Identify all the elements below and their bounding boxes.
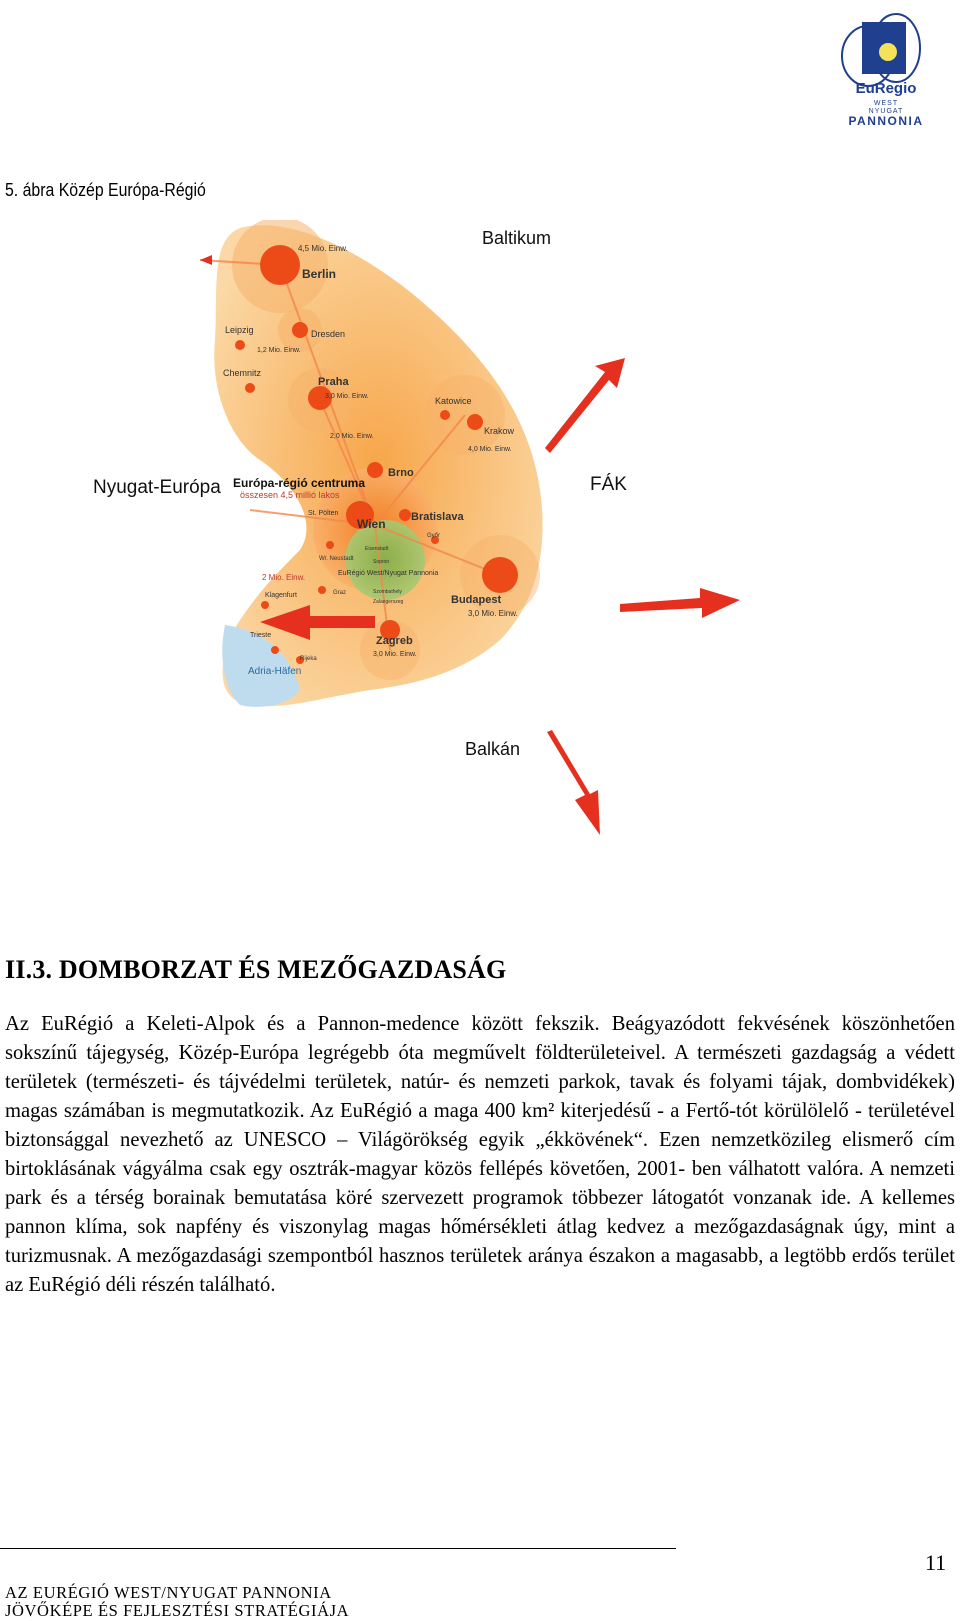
logo-text-1: EuRegio xyxy=(855,80,917,97)
euregio-label: EuRégió West/Nyugat Pannonia xyxy=(338,570,439,577)
dresden-pop: 1,2 Mio. Einw. xyxy=(257,347,301,354)
page-number: 11 xyxy=(925,1550,947,1575)
city-praha: Praha xyxy=(318,376,349,388)
footer-divider xyxy=(0,1548,676,1549)
city-wrneustadt: Wr. Neustadt xyxy=(319,556,354,562)
city-budapest: Budapest xyxy=(451,594,502,606)
arrow-east xyxy=(620,588,740,618)
city-szombathely: Szombathely xyxy=(373,589,402,595)
label-adria: Adria-Häfen xyxy=(248,666,302,677)
berlin-pop: 4,5 Mio. Einw. xyxy=(298,244,348,253)
zagreb-pop: 3,0 Mio. Einw. xyxy=(373,651,417,658)
city-zagreb: Zagreb xyxy=(376,635,413,647)
logo-text-3: NYUGAT xyxy=(868,108,904,115)
krakow-pop: 4,0 Mio. Einw. xyxy=(468,446,512,453)
city-stpolten: St. Pölten xyxy=(308,510,339,517)
central-europe-region-map xyxy=(90,220,790,880)
city-graz: Graz xyxy=(333,590,347,596)
praha-pop-2: 2,0 Mio. Einw. xyxy=(330,433,374,440)
graz-pop: 2 Mio. Einw. xyxy=(262,573,306,582)
city-leipzig: Leipzig xyxy=(225,325,254,335)
figure-caption: 5. ábra Közép Európa-Régió xyxy=(5,180,206,200)
city-brno: Brno xyxy=(388,467,414,479)
label-balkan: Balkán xyxy=(465,739,521,759)
city-chemnitz: Chemnitz xyxy=(223,368,262,378)
city-gyor: Győr xyxy=(427,533,441,539)
city-rijeka: Rijeka xyxy=(300,656,317,662)
footer-title-line-1: AZ EURÉGIÓ WEST/NYUGAT PANNONIA xyxy=(5,1583,332,1602)
city-zalaegerszeg: Zalaegerszeg xyxy=(373,599,404,605)
arrow-northeast xyxy=(545,358,625,453)
budapest-pop: 3,0 Mio. Einw. xyxy=(468,609,518,618)
city-wien: Wien xyxy=(357,517,386,531)
logo-text-4: PANNONIA xyxy=(848,114,924,128)
body-paragraph: Az EuRégió a Keleti-Alpok és a Pannon-medence között fekszik. Beágyazódott fekvésének köszönhetően sokszínű tájegység, Közép-Európa legrégebb óta megművelt földterületeivel. A természeti gazdagság a védett területek (természeti- és tájvédelmi területek, natúr- és nemzeti parkok, tavak és folyami tájak, dombvidékek) magas számában is megmutatkozik. Az EuRégió a maga 400 km² kiterjedésű - a Fertő-tót körülölelő - területével biztonsággal nevezhető az UNESCO – Világörökség egyik „ékkövének“. Ezen nemzetközileg elismerő cím birtoklásának vágyálma csak egy osztrák-magyar közös fellépés követően, 2001- ben válhatott valóra. A nemzeti park és a térség borainak bemutatása köré szervezett programok többezer látogatót vonzanak ide. A kellemes pannon klíma, sok napfény és viszonylag magas hőmérsékleti átlag kedvez a mezőgazdaságnak úgy, mint a turizmusnak. A mezőgazdasági szempontból hasznos területek aránya északon a magasabb, a legtöbb erdős terület az EuRégió déli részén található. xyxy=(5,1013,955,1296)
city-krakow: Krakow xyxy=(484,426,515,436)
label-fak: FÁK xyxy=(590,474,627,495)
praha-pop: 3,0 Mio. Einw. xyxy=(325,393,369,400)
city-klagenfurt: Klagenfurt xyxy=(265,592,297,599)
centre-label: Európa-régió centruma xyxy=(233,476,366,490)
arrow-southeast xyxy=(547,730,600,835)
city-berlin: Berlin xyxy=(302,267,337,281)
euregio-logo xyxy=(838,8,938,128)
logo-text-2: WEST xyxy=(873,100,899,107)
city-eisenstadt: Eisenstadt xyxy=(365,546,389,552)
city-trieste: Trieste xyxy=(250,632,272,639)
footer-title xyxy=(5,1584,349,1620)
section-heading: II.3. DOMBORZAT ÉS MEZŐGAZDASÁG xyxy=(5,955,507,984)
label-baltikum: Baltikum xyxy=(482,228,552,248)
city-sopron: Sopron xyxy=(373,559,390,565)
centre-sublabel: összesen 4,5 millió lakos xyxy=(240,490,340,500)
city-dresden: Dresden xyxy=(311,329,346,339)
footer-title-line-2: JÖVŐKÉPE ÉS FEJLESZTÉSI STRATÉGIÁJA xyxy=(5,1601,350,1620)
label-nyugat-europa: Nyugat-Európa xyxy=(93,477,221,498)
city-bratislava: Bratislava xyxy=(411,511,464,523)
city-katowice: Katowice xyxy=(435,396,472,406)
